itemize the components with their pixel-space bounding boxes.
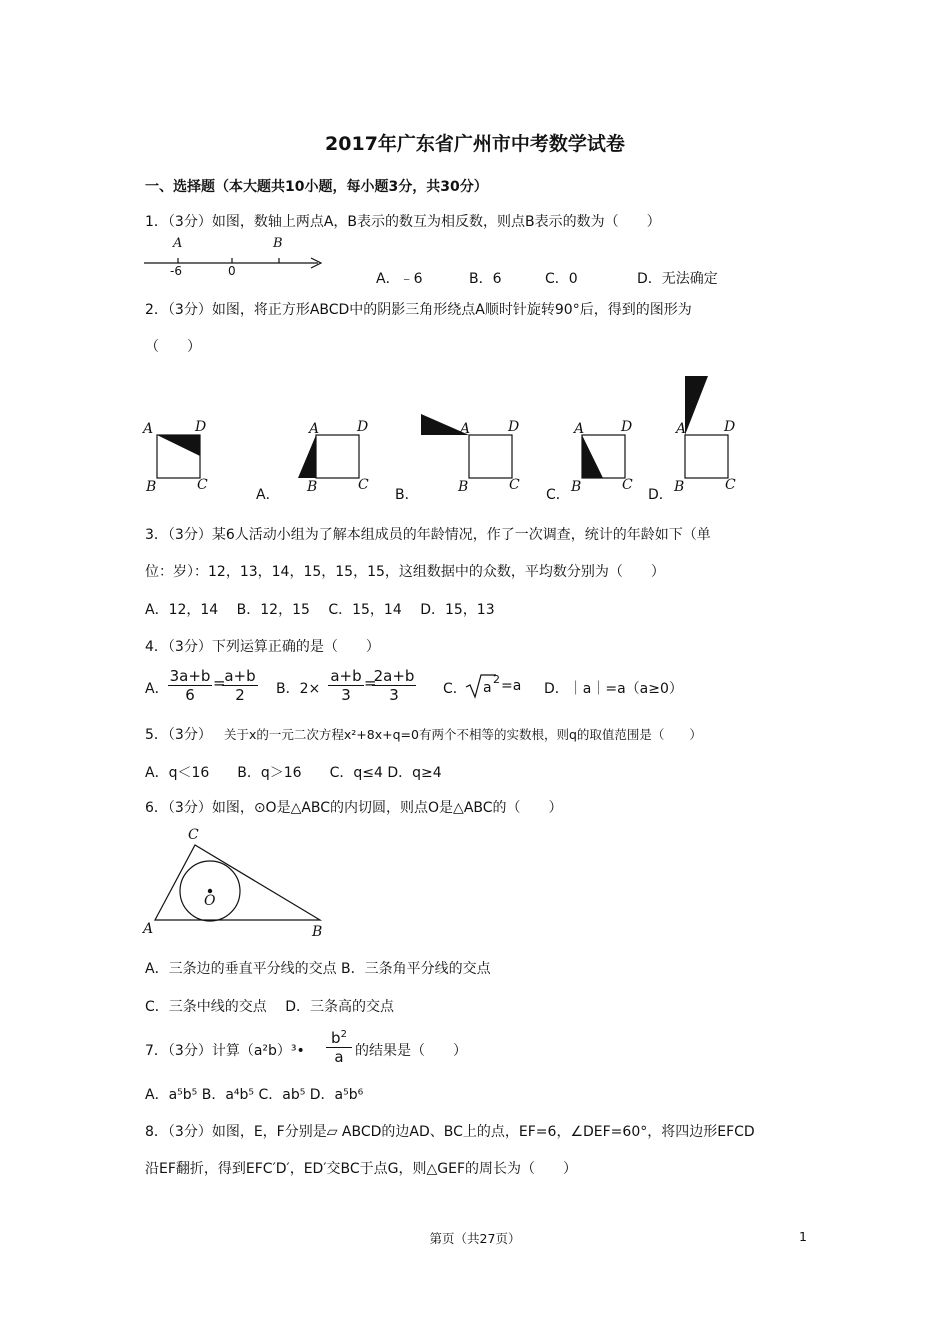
number-line-tick-zero: 0: [228, 264, 236, 278]
q4-option-d: D．｜a｜=a（a≥0）: [544, 681, 683, 697]
q4-c-result: =a: [501, 678, 522, 694]
question-4-stem: 4．（3分）下列运算正确的是（ ）: [145, 639, 380, 655]
q4-b-den2: 3: [389, 686, 399, 704]
q6-label-o: O: [204, 893, 216, 909]
q2-figB-label-c: C: [509, 477, 520, 493]
q2-figD-label-b: B: [674, 479, 685, 495]
q2-figC-label-d: D: [621, 419, 633, 435]
q2-fig0-label-a: A: [143, 421, 154, 437]
q7-denominator: a: [334, 1048, 344, 1066]
question-5-options: A．q＜16 B．q＞16 C．q≤4 D．q≥4: [145, 765, 442, 781]
question-5-stem: 关于x的一元二次方程x²+8x+q=0有两个不相等的实数根，则q的取值范围是（ ）: [224, 727, 702, 742]
q2-fig0-label-c: C: [197, 477, 208, 493]
q2-option-b: B．: [395, 487, 419, 503]
q2-figA-label-b: B: [307, 479, 318, 495]
q4-a-den1: 6: [185, 686, 195, 704]
q2-option-c: C．: [546, 487, 570, 503]
q7-numerator-exp: 2: [340, 1029, 347, 1040]
question-6-stem: 6．（3分）如图，⊙O是△ABC的内切圆，则点O是△ABC的（ ）: [145, 800, 563, 816]
question-7-options: A．a⁵b⁵ B．a⁴b⁵ C．ab⁵ D．a⁵b⁶: [145, 1087, 364, 1103]
q4-option-a-label: A．: [145, 681, 169, 697]
q2-figC-label-c: C: [622, 477, 633, 493]
q1-option-b: B．6: [469, 271, 502, 287]
page-number: 1: [799, 1229, 807, 1244]
q4-a-num2: a+b: [224, 667, 256, 685]
q4-option-c-label: C．: [443, 681, 467, 697]
q1-option-a: A．﹣6: [376, 271, 423, 287]
q4-b-num1: a+b: [330, 667, 362, 685]
number-line-tick-minus6: -6: [170, 264, 182, 278]
question-7-stem-b: 的结果是（ ）: [355, 1043, 467, 1059]
question-7-stem-a: 7．（3分）计算（a²b）³•: [145, 1043, 305, 1059]
question-5-label: 5．（3分）: [145, 727, 212, 743]
q4-a-den2: 2: [235, 686, 245, 704]
q2-figC-label-b: B: [571, 479, 582, 495]
q4-option-b-label: B．2×: [276, 681, 321, 697]
q7-numerator: b: [331, 1029, 341, 1047]
question-1-stem: 1．（3分）如图，数轴上两点A，B表示的数互为相反数，则点B表示的数为（ ）: [145, 214, 661, 230]
q4-a-num1: 3a+b: [169, 667, 211, 685]
question-3-options: A．12，14 B．12，15 C．15，14 D．15，13: [145, 602, 495, 618]
q2-figB-label-b: B: [458, 479, 469, 495]
question-6-options-line2: C．三条中线的交点 D．三条高的交点: [145, 999, 395, 1015]
q4-b-den1: 3: [341, 686, 351, 704]
q4-b-num2: 2a+b: [373, 667, 415, 685]
question-2-stem-line1: 2．（3分）如图，将正方形ABCD中的阴影三角形绕点A顺时针旋转90°后，得到的图形为: [145, 302, 692, 318]
q2-figB-label-d: D: [508, 419, 520, 435]
q2-figA-label-c: C: [358, 477, 369, 493]
q4-b-equals: =: [364, 674, 377, 692]
q2-option-d: D．: [648, 487, 673, 503]
q2-figC-label-a: A: [574, 421, 585, 437]
q2-fig0-label-b: B: [146, 479, 157, 495]
q4-a-equals: =: [213, 674, 226, 692]
q4-c-exponent: 2: [493, 673, 500, 686]
page-footer: 第页（共27页）: [429, 1231, 521, 1246]
q2-figA-label-d: D: [357, 419, 369, 435]
q4-c-radicand: a: [483, 680, 492, 696]
q6-label-a: A: [143, 921, 154, 937]
q6-label-b: B: [312, 924, 323, 940]
question-2-stem-line2: （ ）: [145, 339, 201, 355]
question-3-stem-line2: 位：岁）：12，13，14，15，15，15，这组数据中的众数，平均数分别为（ ）: [145, 564, 665, 580]
question-6-options-line1: A．三条边的垂直平分线的交点 B．三条角平分线的交点: [145, 961, 491, 977]
q1-option-d: D．无法确定: [637, 271, 718, 287]
q2-figD-label-a: A: [676, 421, 687, 437]
q6-label-c: C: [188, 827, 199, 843]
q2-fig0-label-d: D: [195, 419, 207, 435]
number-line-label-b: B: [273, 236, 283, 251]
page-title: 2017年广东省广州市中考数学试卷: [325, 133, 625, 155]
q1-option-c: C．0: [545, 271, 578, 287]
q2-option-a: A．: [256, 487, 280, 503]
number-line-label-a: A: [173, 236, 183, 251]
q2-figD-label-d: D: [724, 419, 736, 435]
question-3-stem-line1: 3．（3分）某6人活动小组为了解本组成员的年龄情况，作了一次调查，统计的年龄如下（单: [145, 527, 711, 543]
question-8-stem-line1: 8．（3分）如图，E，F分别是▱ ABCD的边AD、BC上的点，EF=6，∠DEF=60°，将四边形EFCD: [145, 1124, 755, 1140]
q2-figA-label-a: A: [309, 421, 320, 437]
q2-figB-label-a: A: [460, 421, 471, 437]
q7-fraction: [326, 1029, 352, 1066]
q2-figD-label-c: C: [725, 477, 736, 493]
question-8-stem-line2: 沿EF翻折，得到EFC′D′，ED′交BC于点G，则△GEF的周长为（ ）: [145, 1161, 578, 1177]
section-heading: 一、选择题（本大题共10小题，每小题3分，共30分）: [145, 179, 488, 195]
